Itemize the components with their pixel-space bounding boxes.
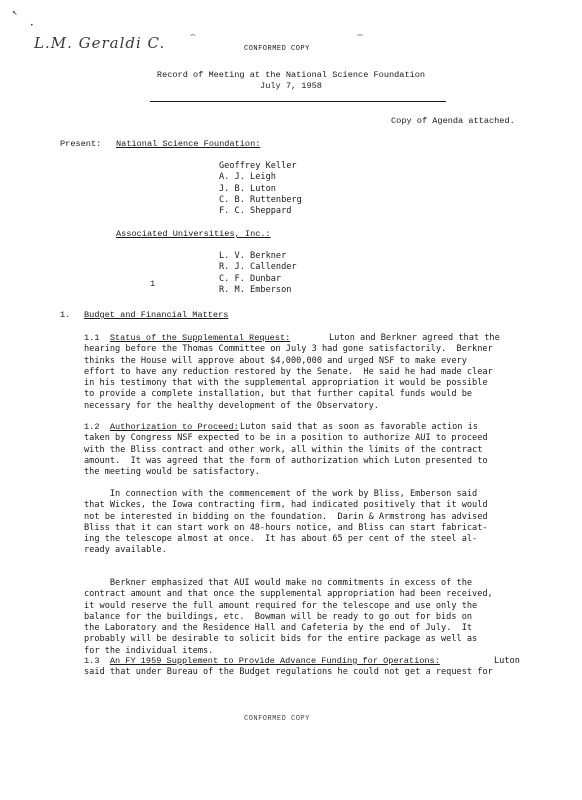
aui-member: R. J. Callender bbox=[219, 262, 297, 273]
handwritten-dash-mark: ⌢ bbox=[190, 30, 196, 40]
paragraph-bliss-work: In connection with the commencement of the work by Bliss, Emberson said that Wickes, the Iowa contracting firm, had indicated positively that it would not be interested in bidding on the foundation. Darin & Armstrong has advised Bliss that it can start work on 48-hours notice, and Bliss can start fabricat- ing the telescope almost at once. It has about 65 per cent of the steel al- ready available. bbox=[84, 489, 488, 556]
paragraph-number: 1.1 bbox=[84, 333, 100, 343]
nsf-member: F. C. Sheppard bbox=[219, 206, 292, 217]
handwritten-signature: L.M. Geraldi C. bbox=[34, 34, 166, 52]
paragraph-number: 1.3 bbox=[84, 656, 100, 666]
conformed-copy-stamp-bottom: CONFORMED COPY bbox=[244, 715, 310, 723]
nsf-member: C. B. Ruttenberg bbox=[219, 194, 302, 205]
nsf-heading: National Science Foundation: bbox=[116, 139, 261, 149]
nsf-member: J. B. Luton bbox=[219, 183, 276, 194]
aui-members-list bbox=[219, 251, 297, 296]
title-underline-rule bbox=[150, 101, 446, 102]
document-title-date: July 7, 1958 bbox=[260, 81, 322, 91]
conformed-copy-stamp-top: CONFORMED COPY bbox=[244, 45, 310, 53]
nsf-member: Geoffrey Keller bbox=[219, 161, 297, 171]
document-title-line-1: Record of Meeting at the National Science Foundation bbox=[156, 70, 426, 80]
paragraph-number: 1.2 bbox=[84, 422, 100, 432]
section-heading: Budget and Financial Matters bbox=[84, 310, 229, 320]
handwritten-dot-mark: • bbox=[30, 22, 34, 29]
aui-member: C. F. Dunbar bbox=[219, 273, 282, 284]
nsf-member: A. J. Leigh bbox=[219, 172, 276, 183]
handwritten-tick-mark: ↖ bbox=[12, 8, 18, 18]
stray-margin-mark: 1 bbox=[150, 279, 156, 289]
present-label: Present: bbox=[60, 139, 102, 149]
paragraph-title: Authorization to Proceed: bbox=[109, 422, 239, 432]
aui-member: R. M. Emberson bbox=[219, 284, 292, 295]
paragraph-commitments: Berkner emphasized that AUI would make no commitments in excess of the contract amount and that once the supplemental appropriation had been received, it would reserve the full amount required for the telescope and use only the balance for the buildings, etc. Bowman will be ready to go out for bids on the Laboratory and the Residence Hall and Cafeteria by the end of July. It probably will be desirable to solicit bids for the entire package as well as for the individual items. bbox=[84, 578, 493, 656]
paragraph-title: Status of the Supplemental Request: bbox=[109, 333, 291, 343]
paragraph-1-2-body: Luton said that as soon as favorable action is taken by Congress NSF expected to be in a position to authorize AUI to proceed with the Bliss contract and other work, all within the limits of the contract amount. It was agreed that the form of authorization which Luton presented to the meeting would be satisfactory. bbox=[84, 422, 488, 478]
paragraph-1-3-body: Luton said that under Bureau of the Budget regulations he could not get a request for bbox=[84, 656, 520, 678]
paragraph-1-1-body: Luton and Berkner agreed that the hearing before the Thomas Committee on July 3 had gone satisfactorily. Berkner thinks the House will approve about $4,000,000 and urged NSF to make every effort to have any reduction restored by the Senate. He said he had made clear in his testimony that with the supplemental appropriation it would be possible to provide a complete installation, but that further capital funds would be necessary for the healthy development of the Observatory. bbox=[84, 333, 500, 411]
paragraph-title: An FY 1959 Supplement to Provide Advance Funding for Operations: bbox=[109, 656, 440, 666]
handwritten-dash-mark-2: ⌢ bbox=[357, 30, 363, 40]
section-number: 1. bbox=[60, 310, 71, 320]
agenda-note: Copy of Agenda attached. bbox=[391, 116, 515, 126]
aui-heading: Associated Universities, Inc.: bbox=[116, 229, 271, 239]
aui-member: L. V. Berkner bbox=[219, 251, 287, 261]
nsf-members-list bbox=[219, 161, 302, 217]
